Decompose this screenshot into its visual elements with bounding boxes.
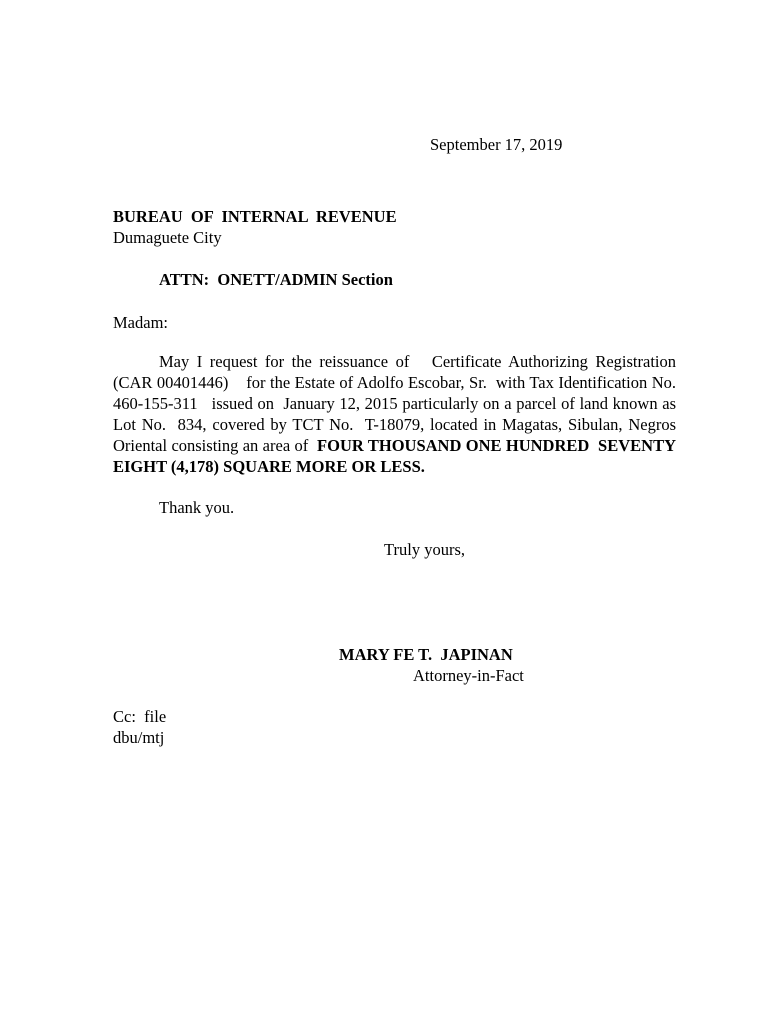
body-text: May I request for the reissuance of Certificate Authorizing Registration (CAR 00401446) for the Estate of Adolfo Escobar, Sr. with Tax Identification No. 460-155-311 issued on January 12, 2015 particularly on a parcel of land known as Lot No. 834, covered by TCT No. T-18079, located in Magatas, Sibulan, Negros Oriental consisting an area of (113, 352, 685, 455)
signatory-title: Attorney-in-Fact (413, 666, 524, 685)
thank-you-line: Thank you. (159, 498, 235, 517)
salutation: Madam: (113, 313, 168, 332)
attention-line: ATTN: ONETT/ADMIN Section (159, 270, 393, 289)
reference-initials: dbu/mtj (113, 728, 165, 747)
signatory-name: MARY FE T. JAPINAN (339, 645, 513, 664)
closing-line: Truly yours, (384, 540, 465, 559)
letter-date: September 17, 2019 (430, 135, 563, 154)
body-paragraph (113, 352, 685, 477)
cc-line: Cc: file (113, 707, 167, 726)
recipient-organization: BUREAU OF INTERNAL REVENUE (113, 207, 397, 226)
body-bold-text: FOUR THOUSAND ONE HUNDRED SEVENTY EIGHT (4,178) SQUARE MORE OR LESS. (113, 435, 681, 476)
recipient-city: Dumaguete City (113, 228, 222, 247)
